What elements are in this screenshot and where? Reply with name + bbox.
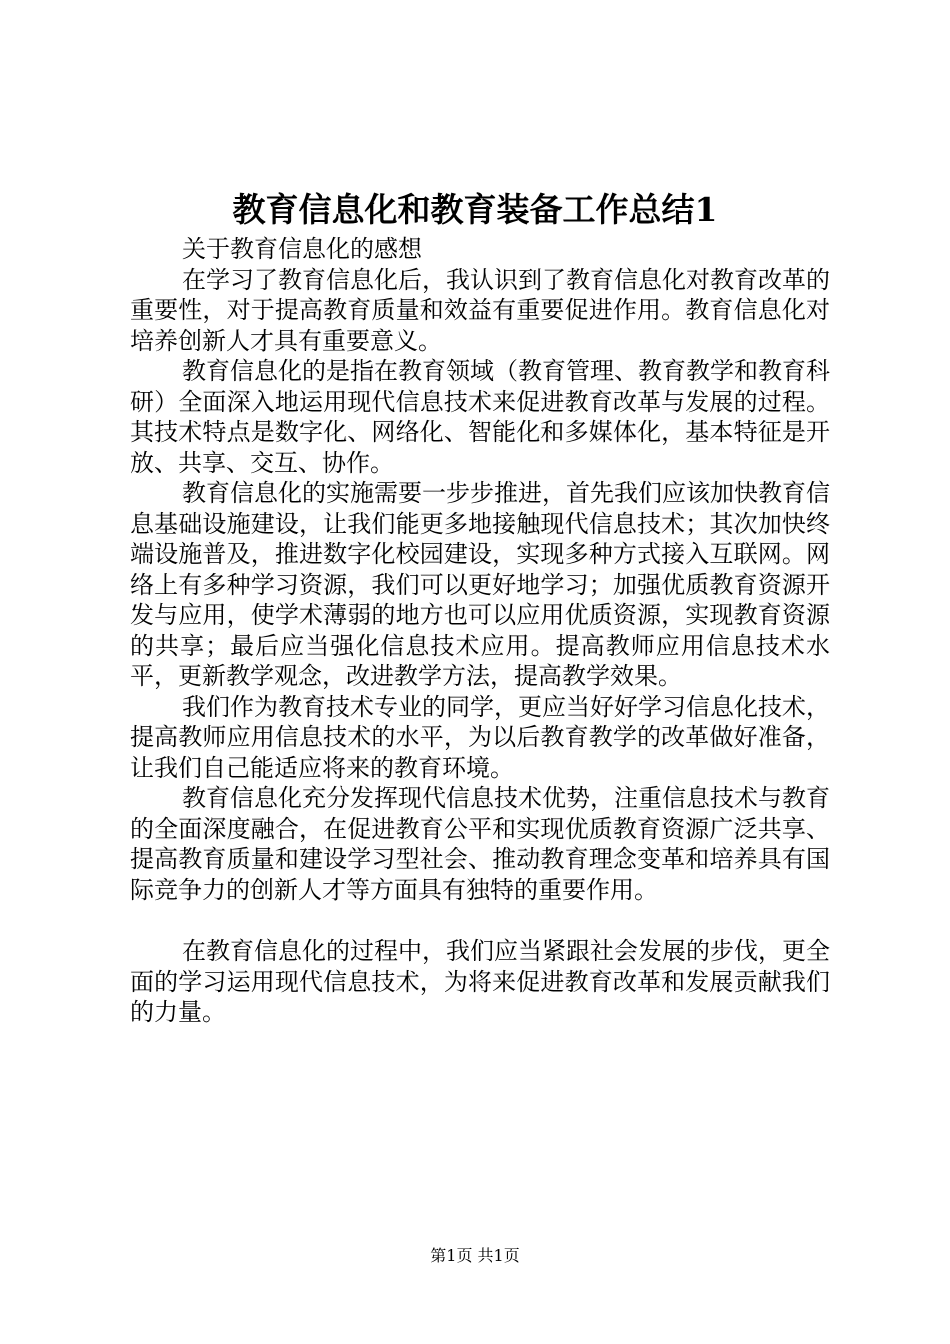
paragraph-6: 在教育信息化的过程中，我们应当紧跟社会发展的步伐，更全面的学习运用现代信息技术，为将来促进教育改革和发展贡献我们的力量。 [130,937,830,1026]
document-title: 教育信息化和教育装备工作总结1 [232,190,718,229]
document-body [130,234,830,1028]
paragraph-5: 教育信息化充分发挥现代信息技术优势，注重信息技术与教育的全面深度融合，在促进教育公平和实现优质教育资源广泛共享、提高教育质量和建设学习型社会、推动教育理念变革和培养具有国际竞争力的创新人才等方面具有独特的重要作用。 [130,784,830,904]
section-heading: 关于教育信息化的感想 [182,235,422,263]
paragraph-4: 我们作为教育技术专业的同学，更应当好好学习信息化技术，提高教师应用信息技术的水平，为以后教育教学的改革做好准备，让我们自己能适应将来的教育环境。 [130,692,830,782]
paragraph-3: 教育信息化的实施需要一步步推进，首先我们应该加快教育信息基础设施建设，让我们能更多地接触现代信息技术；其次加快终端设施普及，推进数字化校园建设，实现多种方式接入互联网。网络上有多种学习资源，我们可以更好地学习；加强优质教育资源开发与应用，使学术薄弱的地方也可以应用优质资源，实现教育资源的共享；最后应当强化信息技术应用。提高教师应用信息技术水平，更新教学观念，改进教学方法，提高教学效果。 [130,479,830,690]
page-footer: 第1页 共1页 [430,1246,520,1265]
paragraph-1: 在学习了教育信息化后，我认识到了教育信息化对教育改革的重要性，对于提高教育质量和效益有重要促进作用。教育信息化对培养创新人才具有重要意义。 [130,265,830,355]
paragraph-2: 教育信息化的是指在教育领域（教育管理、教育教学和教育科研）全面深入地运用现代信息技术来促进教育改革与发展的过程。其技术特点是数字化、网络化、智能化和多媒体化，基本特征是开放、共享、交互、协作。 [130,357,830,477]
